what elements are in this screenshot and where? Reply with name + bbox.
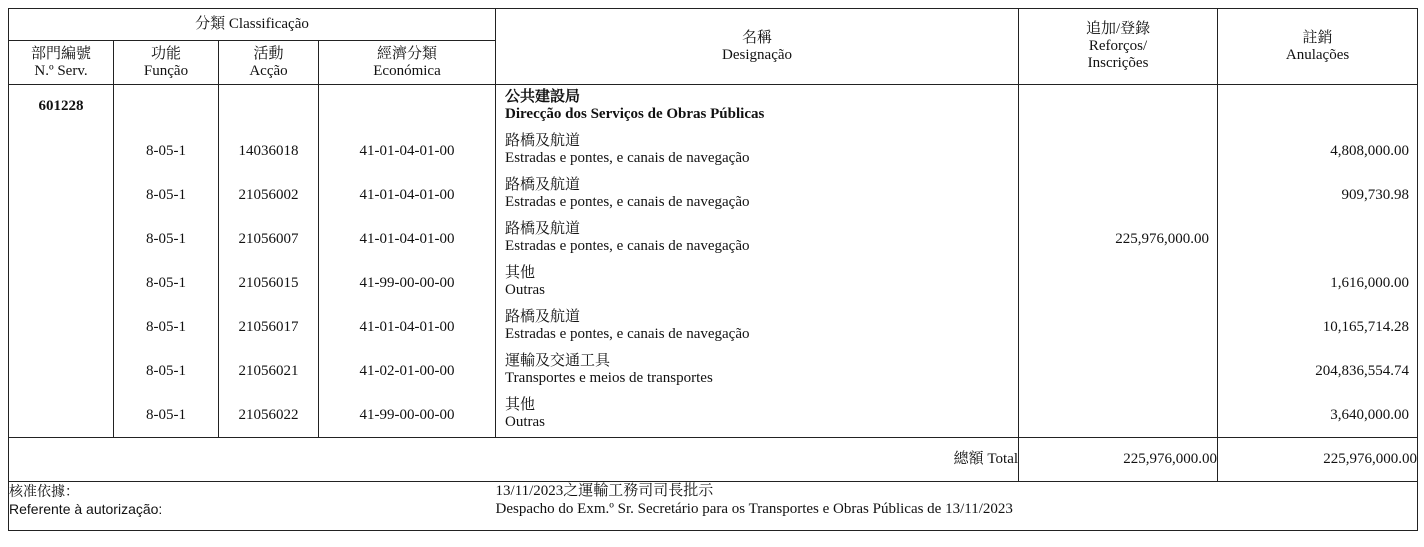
funcao-header-pt: Função: [143, 62, 189, 79]
reforcos-header-pt1: Reforços/: [1088, 38, 1148, 54]
n-serv-column: [9, 85, 114, 438]
designacao-pt: Transportes e meios de transportes: [505, 370, 713, 386]
header-row-top: [9, 9, 1418, 41]
n-serv-header: [9, 41, 114, 85]
designacao-zh: 運輸及交通工具: [505, 353, 611, 369]
authorization-text-pt: Despacho do Exm.º Sr. Secretário para os Transportes e Obras Públicas de 13/11/2023: [495, 501, 1013, 517]
designacao-cell: [496, 173, 1018, 217]
designacao-pt: Estradas e pontes, e canais de navegação: [505, 238, 750, 254]
designacao-cell: [496, 349, 1018, 393]
accao-cell: 21056007: [238, 231, 299, 247]
designacao-pt: Estradas e pontes, e canais de navegação: [505, 326, 750, 342]
economica-cell: 41-02-01-00-00: [359, 363, 455, 379]
total-row: [9, 438, 1418, 482]
designacao-header-pt: Designação: [722, 46, 793, 63]
anulacoes-header: [1218, 9, 1418, 85]
accao-cell: 21056021: [238, 363, 299, 379]
designacao-zh: 其他: [505, 265, 536, 281]
designacao-cell: [496, 217, 1018, 261]
reforco-cell: [1019, 305, 1217, 349]
authorization-text: [496, 482, 1418, 531]
reforcos-header-zh: 追加/登錄: [1085, 21, 1151, 37]
accao-column: [219, 85, 319, 438]
reforcos-column: [1019, 85, 1218, 438]
anulacao-cell: 909,730.98: [1341, 187, 1410, 203]
economica-cell: 41-01-04-01-00: [359, 319, 455, 335]
designacao-header: [496, 9, 1019, 85]
accao-cell: 21056015: [238, 275, 299, 291]
funcao-cell: 8-05-1: [146, 143, 186, 159]
economica-cell: 41-01-04-01-00: [359, 231, 455, 247]
accao-cell: 21056017: [238, 319, 299, 335]
funcao-cell: 8-05-1: [146, 187, 186, 203]
economica-cell: 41-99-00-00-00: [359, 407, 455, 423]
n-serv-header-pt: N.º Serv.: [34, 62, 88, 79]
funcao-header: [114, 41, 219, 85]
funcao-header-zh: 功能: [150, 45, 181, 62]
authorization-label-pt: Referente à autorização:: [9, 501, 163, 517]
total-reforcos: 225,976,000.00: [1019, 438, 1218, 482]
designacao-zh: 路橋及航道: [505, 133, 581, 149]
funcao-cell: 8-05-1: [146, 319, 186, 335]
anulacoes-column: [1218, 85, 1418, 438]
authorization-label-zh: 核准依據：: [9, 483, 79, 499]
reforco-cell: [1019, 129, 1217, 173]
economica-column: [319, 85, 496, 438]
designacao-cell: [496, 305, 1018, 349]
funcao-cell: 8-05-1: [146, 275, 186, 291]
service-name-zh: 公共建設局: [505, 89, 581, 105]
total-label: 總額 Total: [9, 438, 1019, 482]
reforcos-header: [1019, 9, 1218, 85]
body-row: [9, 85, 1418, 438]
anulacoes-header-zh: 註銷: [1302, 29, 1333, 46]
designacao-column: [496, 85, 1019, 438]
economica-cell: 41-01-04-01-00: [359, 143, 455, 159]
anulacao-cell: [1218, 217, 1417, 261]
total-anulacoes: 225,976,000.00: [1218, 438, 1418, 482]
reforco-cell: [1019, 173, 1217, 217]
accao-cell: 14036018: [238, 143, 299, 159]
designacao-zh: 路橋及航道: [505, 221, 581, 237]
authorization-text-zh: 13/11/2023之運輸工務司司長批示: [495, 483, 714, 499]
designacao-cell: [496, 393, 1018, 437]
classification-header: 分類 Classificação: [9, 9, 496, 41]
accao-header: [219, 41, 319, 85]
anulacao-cell: 3,640,000.00: [1330, 407, 1410, 423]
designacao-pt: Outras: [505, 282, 546, 298]
anulacao-cell: 204,836,554.74: [1315, 363, 1410, 379]
designacao-zh: 路橋及航道: [505, 177, 581, 193]
service-name: [496, 85, 1018, 129]
anulacoes-header-pt: Anulações: [1285, 46, 1350, 63]
economica-header-pt: Económica: [373, 62, 441, 79]
anulacao-cell: 1,616,000.00: [1330, 275, 1410, 291]
reforco-cell: 225,976,000.00: [1115, 231, 1210, 247]
anulacao-cell: 4,808,000.00: [1330, 143, 1410, 159]
service-number: 601228: [38, 98, 84, 114]
designacao-pt: Estradas e pontes, e canais de navegação: [505, 194, 750, 210]
economica-header-zh: 經濟分類: [377, 45, 438, 62]
designacao-zh: 其他: [505, 397, 536, 413]
reforco-cell: [1019, 261, 1217, 305]
accao-cell: 21056002: [238, 187, 299, 203]
designacao-pt: Estradas e pontes, e canais de navegação: [505, 150, 750, 166]
reforco-cell: [1019, 349, 1217, 393]
economica-cell: 41-01-04-01-00: [359, 187, 455, 203]
economica-cell: 41-99-00-00-00: [359, 275, 455, 291]
service-name-pt: Direcção dos Serviços de Obras Públicas: [505, 106, 765, 122]
accao-header-pt: Acção: [249, 62, 288, 79]
reforco-cell: [1019, 393, 1217, 437]
funcao-cell: 8-05-1: [146, 407, 186, 423]
funcao-cell: 8-05-1: [146, 231, 186, 247]
budget-table: [8, 8, 1418, 531]
authorization-row: [9, 482, 1418, 531]
anulacao-cell: 10,165,714.28: [1322, 319, 1410, 335]
authorization-label: [9, 482, 496, 531]
designacao-zh: 路橋及航道: [505, 309, 581, 325]
funcao-column: [114, 85, 219, 438]
funcao-cell: 8-05-1: [146, 363, 186, 379]
n-serv-header-zh: 部門編號: [30, 45, 91, 62]
designacao-header-zh: 名稱: [742, 29, 773, 46]
designacao-pt: Outras: [505, 414, 546, 430]
designacao-cell: [496, 129, 1018, 173]
accao-cell: 21056022: [238, 407, 299, 423]
reforcos-header-pt2: Inscrições: [1087, 55, 1149, 71]
designacao-cell: [496, 261, 1018, 305]
economica-header: [319, 41, 496, 85]
accao-header-zh: 活動: [253, 45, 284, 62]
